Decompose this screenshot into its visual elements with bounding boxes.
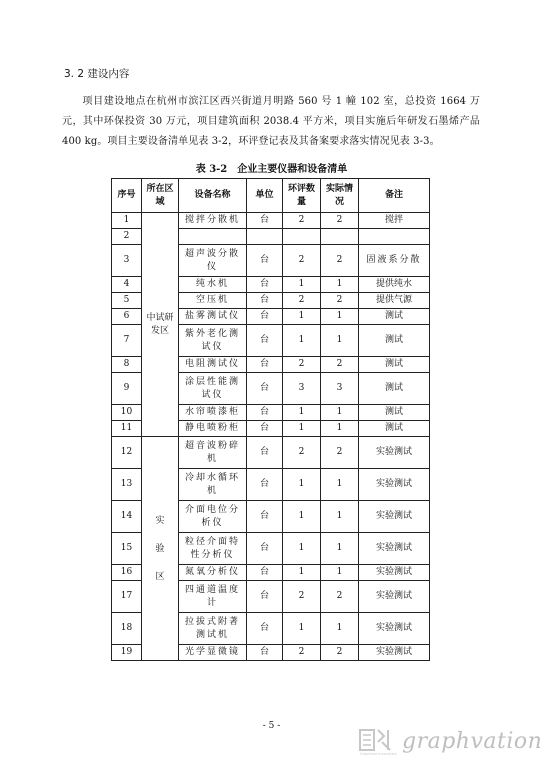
cell-actual bbox=[321, 229, 359, 245]
header-note: 备注 bbox=[359, 179, 430, 213]
cell-no: 2 bbox=[112, 229, 142, 245]
cell-name: 拉拔式附著测试机 bbox=[179, 613, 247, 645]
cell-no: 14 bbox=[112, 501, 142, 533]
cell-unit: 台 bbox=[247, 565, 283, 581]
cell-unit: 台 bbox=[247, 293, 283, 309]
header-name: 设备名称 bbox=[179, 179, 247, 213]
header-eia-qty: 环评数量 bbox=[283, 179, 321, 213]
paragraph-text: 项目建设地点在杭州市滨江区西兴街道月明路 560 号 1 幢 102 室，总投资 1664 万元，其中环保投资 30 万元，项目建筑面积 2038.4 平方米，项目实施后年研发石墨烯产品 400 kg。项目主要设备清单见表 3-2，环评登记表及其备案要求落实情况见表 3-3。 bbox=[62, 96, 480, 147]
cell-unit: 台 bbox=[247, 533, 283, 565]
cell-name: 紫外老化测试仪 bbox=[179, 325, 247, 357]
cell-actual: 1 bbox=[321, 613, 359, 645]
cell-eia-qty: 1 bbox=[283, 501, 321, 533]
cell-actual: 2 bbox=[321, 357, 359, 373]
table-row bbox=[112, 213, 430, 229]
watermark-brand: graphvation bbox=[402, 728, 543, 754]
cell-name: 超声波分散仪 bbox=[179, 245, 247, 277]
cell-eia-qty: 2 bbox=[283, 357, 321, 373]
cell-actual: 1 bbox=[321, 565, 359, 581]
cell-note: 搅拌 bbox=[359, 213, 430, 229]
cell-no: 10 bbox=[112, 405, 142, 421]
cell-no: 8 bbox=[112, 357, 142, 373]
cell-no: 3 bbox=[112, 245, 142, 277]
cell-note bbox=[359, 229, 430, 245]
cell-note: 实验测试 bbox=[359, 501, 430, 533]
cell-name: 静电喷粉柜 bbox=[179, 421, 247, 437]
cell-no: 18 bbox=[112, 613, 142, 645]
cell-no: 11 bbox=[112, 421, 142, 437]
cell-eia-qty: 2 bbox=[283, 437, 321, 469]
cell-eia-qty: 2 bbox=[283, 645, 321, 661]
cell-actual: 1 bbox=[321, 501, 359, 533]
cell-name: 氮氧分析仪 bbox=[179, 565, 247, 581]
logo-icon bbox=[358, 726, 398, 756]
cell-name: 电阻测试仪 bbox=[179, 357, 247, 373]
cell-actual: 3 bbox=[321, 373, 359, 405]
cell-eia-qty: 1 bbox=[283, 309, 321, 325]
table-header-row bbox=[112, 179, 430, 213]
section-heading: 3. 2 建设内容 bbox=[64, 68, 130, 80]
cell-unit: 台 bbox=[247, 213, 283, 229]
cell-no: 5 bbox=[112, 293, 142, 309]
cell-no: 16 bbox=[112, 565, 142, 581]
cell-name: 水帘喷漆柜 bbox=[179, 405, 247, 421]
cell-actual: 2 bbox=[321, 645, 359, 661]
cell-unit: 台 bbox=[247, 613, 283, 645]
section-paragraph bbox=[62, 92, 480, 152]
cell-note: 实验测试 bbox=[359, 613, 430, 645]
cell-no: 7 bbox=[112, 325, 142, 357]
cell-actual: 1 bbox=[321, 533, 359, 565]
cell-note: 测试 bbox=[359, 325, 430, 357]
table-row bbox=[112, 437, 430, 469]
cell-eia-qty: 2 bbox=[283, 245, 321, 277]
cell-eia-qty: 1 bbox=[283, 469, 321, 501]
cell-no: 4 bbox=[112, 277, 142, 293]
area-label: 实验区 bbox=[155, 515, 165, 582]
cell-unit: 台 bbox=[247, 309, 283, 325]
cell-actual: 1 bbox=[321, 405, 359, 421]
header-actual: 实际情况 bbox=[321, 179, 359, 213]
cell-actual: 1 bbox=[321, 469, 359, 501]
cell-note: 提供纯水 bbox=[359, 277, 430, 293]
cell-note: 实验测试 bbox=[359, 469, 430, 501]
cell-actual: 2 bbox=[321, 245, 359, 277]
cell-no: 15 bbox=[112, 533, 142, 565]
cell-name: 纯水机 bbox=[179, 277, 247, 293]
cell-no: 17 bbox=[112, 581, 142, 613]
cell-note: 测试 bbox=[359, 373, 430, 405]
cell-no: 19 bbox=[112, 645, 142, 661]
cell-name: 介面电位分析仪 bbox=[179, 501, 247, 533]
cell-unit: 台 bbox=[247, 421, 283, 437]
cell-eia-qty: 1 bbox=[283, 421, 321, 437]
cell-no: 9 bbox=[112, 373, 142, 405]
cell-note: 实验测试 bbox=[359, 565, 430, 581]
cell-unit: 台 bbox=[247, 325, 283, 357]
cell-eia-qty: 1 bbox=[283, 325, 321, 357]
cell-note: 测试 bbox=[359, 421, 430, 437]
cell-actual: 1 bbox=[321, 325, 359, 357]
watermark bbox=[358, 724, 543, 758]
cell-note: 实验测试 bbox=[359, 437, 430, 469]
cell-actual: 2 bbox=[321, 581, 359, 613]
table-caption: 表 3-2 企业主要仪器和设备清单 bbox=[195, 164, 348, 175]
cell-name: 冷却水循环机 bbox=[179, 469, 247, 501]
cell-unit bbox=[247, 229, 283, 245]
cell-actual: 1 bbox=[321, 309, 359, 325]
cell-name bbox=[179, 229, 247, 245]
cell-unit: 台 bbox=[247, 277, 283, 293]
cell-note: 测试 bbox=[359, 357, 430, 373]
cell-name: 超音波粉碎机 bbox=[179, 437, 247, 469]
cell-unit: 台 bbox=[247, 405, 283, 421]
cell-eia-qty: 2 bbox=[283, 581, 321, 613]
equipment-table bbox=[111, 178, 430, 661]
cell-unit: 台 bbox=[247, 581, 283, 613]
cell-name: 四通道温度计 bbox=[179, 581, 247, 613]
cell-note: 测试 bbox=[359, 405, 430, 421]
cell-name: 粒径介面特性分析仪 bbox=[179, 533, 247, 565]
cell-actual: 2 bbox=[321, 213, 359, 229]
cell-eia-qty: 3 bbox=[283, 373, 321, 405]
header-area: 所在区域 bbox=[142, 179, 179, 213]
cell-note: 实验测试 bbox=[359, 533, 430, 565]
cell-name: 光学显微镜 bbox=[179, 645, 247, 661]
cell-eia-qty: 1 bbox=[283, 533, 321, 565]
cell-eia-qty: 1 bbox=[283, 277, 321, 293]
cell-actual: 2 bbox=[321, 437, 359, 469]
area-label: 中试研发区 bbox=[146, 313, 174, 336]
cell-note: 实验测试 bbox=[359, 581, 430, 613]
cell-unit: 台 bbox=[247, 437, 283, 469]
cell-eia-qty: 1 bbox=[283, 613, 321, 645]
header-unit: 单位 bbox=[247, 179, 283, 213]
cell-unit: 台 bbox=[247, 373, 283, 405]
cell-no: 13 bbox=[112, 469, 142, 501]
area-cell bbox=[142, 437, 179, 661]
cell-note: 测试 bbox=[359, 309, 430, 325]
cell-unit: 台 bbox=[247, 645, 283, 661]
area-cell bbox=[142, 213, 179, 437]
cell-note: 实验测试 bbox=[359, 645, 430, 661]
cell-name: 空压机 bbox=[179, 293, 247, 309]
cell-note: 提供气源 bbox=[359, 293, 430, 309]
cell-no: 1 bbox=[112, 213, 142, 229]
cell-eia-qty: 1 bbox=[283, 405, 321, 421]
cell-eia-qty bbox=[283, 229, 321, 245]
cell-name: 搅拌分散机 bbox=[179, 213, 247, 229]
cell-unit: 台 bbox=[247, 245, 283, 277]
cell-unit: 台 bbox=[247, 357, 283, 373]
cell-actual: 1 bbox=[321, 277, 359, 293]
cell-eia-qty: 2 bbox=[283, 213, 321, 229]
page-number: - 5 - bbox=[262, 721, 281, 731]
cell-eia-qty: 2 bbox=[283, 293, 321, 309]
cell-eia-qty: 1 bbox=[283, 565, 321, 581]
cell-no: 6 bbox=[112, 309, 142, 325]
cell-actual: 1 bbox=[321, 421, 359, 437]
cell-note: 固液系分散 bbox=[359, 245, 430, 277]
cell-no: 12 bbox=[112, 437, 142, 469]
cell-actual: 2 bbox=[321, 293, 359, 309]
header-no: 序号 bbox=[112, 179, 142, 213]
cell-name: 盐雾测试仪 bbox=[179, 309, 247, 325]
cell-name: 涂层性能测试仪 bbox=[179, 373, 247, 405]
cell-unit: 台 bbox=[247, 501, 283, 533]
svg-text:Graphene Innovation: Graphene Innovation bbox=[360, 752, 397, 756]
cell-unit: 台 bbox=[247, 469, 283, 501]
